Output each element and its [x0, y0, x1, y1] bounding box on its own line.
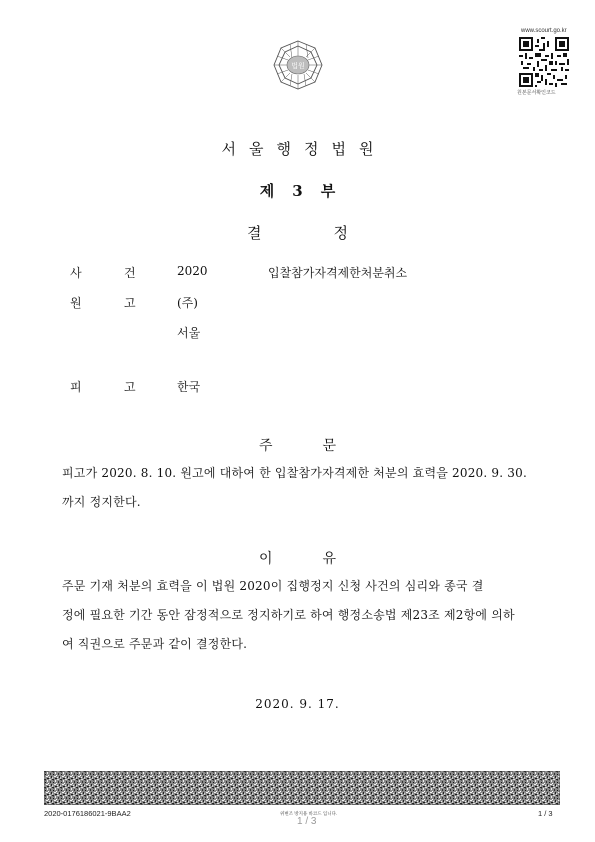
doc-type-part: 결 — [247, 224, 262, 242]
order-line: 피고가 2020. 8. 10. 원고에 대하여 한 입찰참가자격제한 처분의 효력을 2020. 9. 30. — [62, 466, 527, 480]
division-title — [0, 180, 595, 201]
emblem-label: 법원 — [291, 62, 305, 70]
case-number: 2020 — [177, 264, 208, 278]
page-number-center: 1 / 3 — [297, 816, 317, 827]
court-name: 서울행정법원 — [221, 140, 387, 158]
defendant-name: 한국 — [177, 380, 201, 394]
reasons-text — [62, 572, 542, 659]
doc-type-part: 정 — [333, 224, 348, 242]
order-text — [62, 459, 542, 517]
plaintiff-name: (주) — [177, 296, 198, 310]
barcode-note: 위변조 방지용 바코드 입니다. — [280, 811, 338, 816]
division-part: 제 — [259, 182, 275, 200]
reasons-line: 주문 기재 처분의 효력을 이 법원 2020이 집행정지 신청 사건의 심리와 종국 결 — [62, 579, 484, 593]
division-part: 3 — [292, 182, 303, 200]
qr-url: www.scourt.go.kr — [521, 28, 567, 34]
page-number: 1 / 3 — [538, 809, 553, 818]
plaintiff-address: 서울 — [177, 326, 201, 340]
reasons-title: 이 유 — [258, 551, 337, 567]
party-label-case: 사 건 — [70, 266, 136, 280]
decision-date: 2020. 9. 17. — [255, 697, 340, 711]
reasons-line: 여 직권으로 주문과 같이 결정한다. — [62, 637, 248, 651]
court-emblem-logo — [271, 38, 325, 92]
party-label-defendant: 피 고 — [70, 380, 136, 394]
order-line: 까지 정지한다. — [62, 495, 141, 509]
document-type-title — [0, 222, 595, 243]
reasons-line: 정에 필요한 기간 동안 잠정적으로 정지하기로 하여 행정소송법 제23조 제2항에 의하 — [62, 608, 515, 622]
document-id: 2020-0176186021-9BAA2 — [44, 809, 131, 818]
party-label-plaintiff: 원 고 — [70, 296, 136, 310]
case-name: 입찰참가자격제한처분취소 — [268, 266, 408, 280]
qr-caption: 원본문서확인코드 — [517, 90, 556, 96]
division-part: 부 — [320, 182, 336, 200]
qr-code-image — [519, 37, 569, 87]
anti-forgery-barcode-image — [44, 771, 560, 805]
order-title: 주 문 — [258, 438, 337, 454]
